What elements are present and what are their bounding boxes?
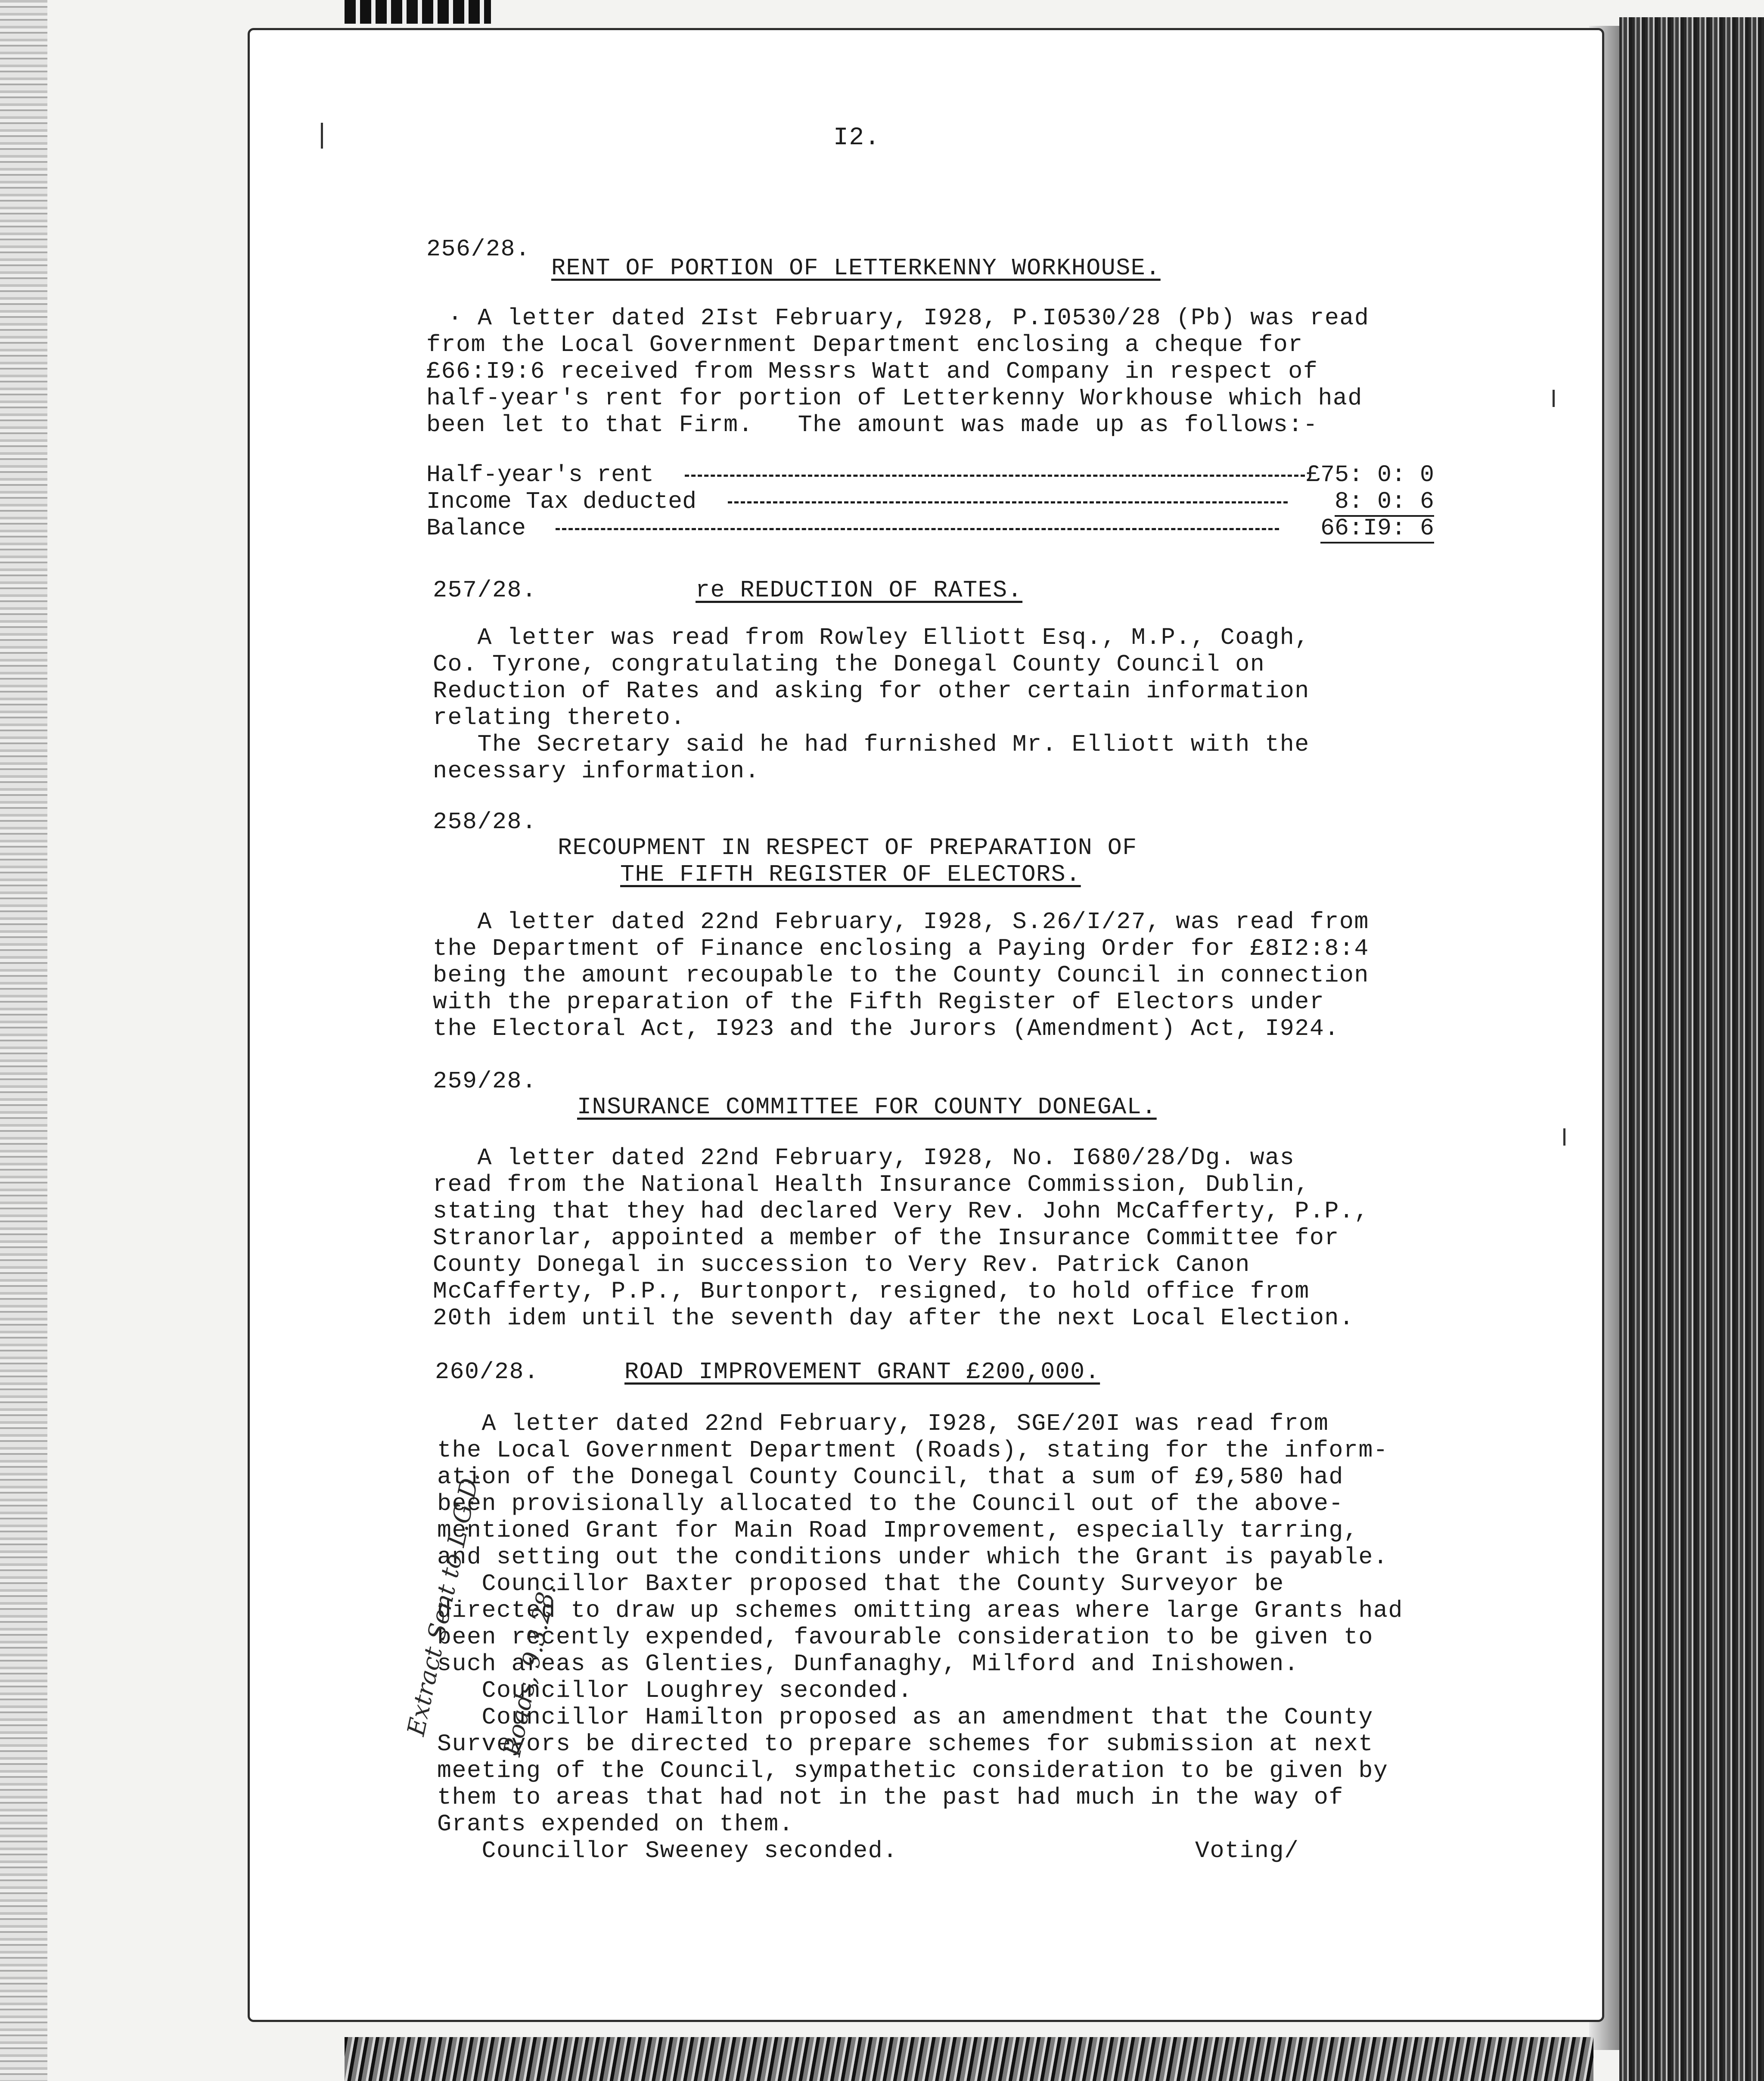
body-line: 20th idem until the seventh day after the next Local Election.	[433, 1305, 1354, 1332]
body-line: with the preparation of the Fifth Register of Electors under	[433, 988, 1325, 1016]
accounts-label: Half-year's rent	[426, 461, 654, 488]
body-line: A letter was read from Rowley Elliott Esq., M.P., Coagh,	[433, 624, 1310, 651]
section-heading: ROAD IMPROVEMENT GRANT £200,000.	[624, 1358, 1100, 1385]
section-heading: INSURANCE COMMITTEE FOR COUNTY DONEGAL.	[577, 1093, 1157, 1121]
body-line: Co. Tyrone, congratulating the Donegal County Council on	[433, 651, 1265, 678]
minute-number: 256/28.	[426, 236, 531, 263]
margin-note-line: Extract Sent to L.G.D.	[402, 1469, 486, 1739]
body-line: directed to draw up schemes omitting areas where large Grants had	[437, 1597, 1403, 1624]
accounts-value: 8: 0: 6	[1335, 488, 1434, 517]
dotted-leader	[728, 501, 1288, 503]
dotted-leader	[685, 475, 1305, 477]
section-heading: re REDUCTION OF RATES.	[696, 577, 1023, 604]
body-line: and setting out the conditions under which the Grant is payable.	[437, 1544, 1388, 1571]
scan-page-stack	[1619, 17, 1764, 2081]
body-line: Councillor Baxter proposed that the County Surveyor be	[437, 1570, 1284, 1597]
body-line: The Secretary said he had furnished Mr. Elliott with the	[433, 731, 1310, 758]
margin-note-line: Roads, 9.3.28.	[498, 1582, 562, 1759]
body-line: the Electoral Act, I923 and the Jurors (Amendment) Act, I924.	[433, 1015, 1339, 1042]
margin-mark	[321, 123, 323, 149]
body-line: half-year's rent for portion of Letterkenny Workhouse which had	[426, 385, 1363, 412]
body-line: A letter dated 22nd February, I928, S.26/I/27, was read from	[433, 908, 1369, 935]
minute-number: 260/28.	[435, 1358, 539, 1385]
margin-mark	[1563, 1128, 1565, 1146]
body-line: A letter dated 22nd February, I928, No. I680/28/Dg. was	[433, 1144, 1295, 1171]
accounts-row	[426, 488, 1443, 515]
body-line: Surveyors be directed to prepare schemes for submission at next	[437, 1730, 1373, 1758]
body-line: such areas as Glenties, Dunfanaghy, Milford and Inishowen.	[437, 1650, 1299, 1677]
section-heading: RECOUPMENT IN RESPECT OF PREPARATION OF	[558, 834, 1137, 861]
body-line: stating that they had declared Very Rev. John McCafferty, P.P.,	[433, 1198, 1369, 1225]
body-line: relating thereto.	[433, 704, 686, 731]
scan-bottom-binding	[345, 2037, 1593, 2081]
minute-number: 258/28.	[433, 808, 537, 836]
body-line: McCafferty, P.P., Burtonport, resigned, to hold office from	[433, 1278, 1310, 1305]
accounts-label: Balance	[426, 515, 526, 542]
body-line: Reduction of Rates and asking for other certain information	[433, 677, 1310, 705]
body-line: Councillor Sweeney seconded.	[437, 1837, 898, 1864]
body-line: been let to that Firm. The amount was made up as follows:-	[426, 411, 1318, 438]
body-line: A letter dated 22nd February, I928, SGE/20I was read from	[437, 1410, 1329, 1437]
accounts-label: Income Tax deducted	[426, 488, 697, 515]
body-line: been recently expended, favourable consideration to be given to	[437, 1624, 1373, 1651]
body-line: Councillor Loughrey seconded.	[437, 1677, 913, 1704]
body-line: read from the National Health Insurance Commission, Dublin,	[433, 1171, 1310, 1198]
section-heading: RENT OF PORTION OF LETTERKENNY WORKHOUSE.	[551, 255, 1161, 282]
accounts-value: £75: 0: 0	[1306, 461, 1434, 488]
accounts-row	[426, 515, 1443, 542]
body-line: mentioned Grant for Main Road Improvement, especially tarring,	[437, 1517, 1359, 1544]
body-line: being the amount recoupable to the County Council in connection	[433, 962, 1369, 989]
body-line: from the Local Government Department enclosing a cheque for	[426, 331, 1303, 358]
margin-mark	[1553, 390, 1555, 407]
body-line: them to areas that had not in the past had much in the way of	[437, 1784, 1344, 1811]
body-line: County Donegal in succession to Very Rev. Patrick Canon	[433, 1251, 1250, 1278]
body-line: meeting of the Council, sympathetic consideration to be given by	[437, 1757, 1388, 1784]
body-line: Stranorlar, appointed a member of the Insurance Committee for	[433, 1224, 1339, 1252]
body-line: ation of the Donegal County Council, that a sum of £9,580 had	[437, 1463, 1344, 1491]
accounts-table	[426, 462, 1443, 542]
body-line: been provisionally allocated to the Council out of the above-	[437, 1490, 1344, 1517]
minute-number: 259/28.	[433, 1068, 537, 1095]
body-line: · A letter dated 2Ist February, I928, P.I0530/28 (Pb) was read	[448, 304, 1370, 332]
body-line: the Department of Finance enclosing a Paying Order for £8I2:8:4	[433, 935, 1369, 962]
body-line: £66:I9:6 received from Messrs Watt and Company in respect of	[426, 358, 1318, 385]
accounts-value: 66:I9: 6	[1320, 515, 1434, 544]
minute-number: 257/28.	[433, 577, 537, 604]
section-heading: THE FIFTH REGISTER OF ELECTORS.	[620, 861, 1081, 888]
page-number: I2.	[833, 124, 880, 152]
body-line: the Local Government Department (Roads), stating for the inform-	[437, 1437, 1388, 1464]
body-line: Councillor Hamilton proposed as an amendment that the County	[437, 1704, 1373, 1731]
accounts-row	[426, 462, 1443, 488]
dotted-leader	[556, 528, 1279, 530]
scan-top-binding	[345, 0, 491, 24]
body-line: Grants expended on them.	[437, 1811, 794, 1838]
scan-left-edge	[0, 0, 47, 2081]
catchword: Voting/	[1195, 1837, 1299, 1864]
body-line: necessary information.	[433, 758, 760, 785]
